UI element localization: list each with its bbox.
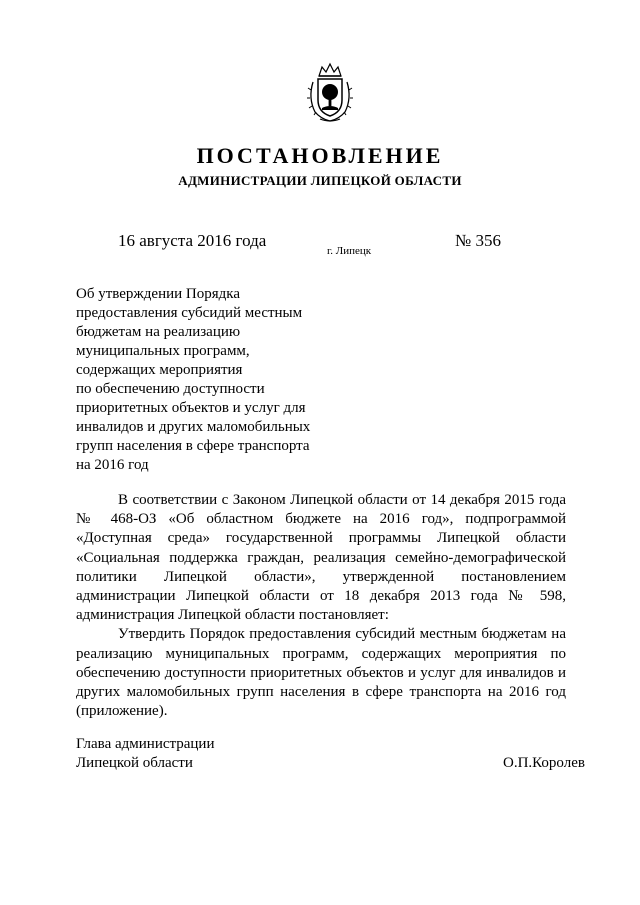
document-number: № 356 bbox=[455, 231, 501, 250]
signatory-position-line: Глава администрации bbox=[76, 736, 215, 752]
signatory-name: О.П.Королев bbox=[503, 755, 585, 771]
subject-line: на 2016 год bbox=[76, 457, 149, 473]
issuing-authority: АДМИНИСТРАЦИИ ЛИПЕЦКОЙ ОБЛАСТИ bbox=[178, 173, 462, 188]
subject-line: Об утверждении Порядка bbox=[76, 286, 240, 302]
subject-line: групп населения в сфере транспорта bbox=[76, 438, 310, 454]
subject-line: предоставления субсидий местным bbox=[76, 305, 303, 321]
subject-line: муниципальных программ, bbox=[76, 343, 250, 359]
subject-line: инвалидов и других маломобильных bbox=[76, 419, 311, 435]
subject-line: содержащих мероприятия bbox=[76, 362, 243, 378]
lipetsk-region-coat-of-arms-icon bbox=[305, 62, 355, 124]
body-paragraph: В соответствии с Законом Липецкой области от 14 декабря 2015 года № 468-ОЗ «Об областном бюджете на 2016 год», подпрограммой «Доступная среда» государственной программы Липецкой области «Социальная поддержка граждан, реализация семейно-демографической политики Липецкой области», утвержденной постановлением администрации Липецкой области от 18 декабря 2013 года № 598, администрация Липецкой области постановляет: bbox=[76, 492, 566, 624]
subject-line: бюджетам на реализацию bbox=[76, 324, 241, 340]
document-body bbox=[76, 491, 566, 721]
document-date: 16 августа 2016 года bbox=[118, 231, 267, 250]
subject-line: по обеспечению доступности bbox=[76, 381, 265, 397]
body-paragraph: Утвердить Порядок предоставления субсидий местным бюджетам на реализацию муниципальных программ, содержащих мероприятия по обеспечению доступности приоритетных объектов и услуг для инвалидов и других маломобильных групп населения в сфере транспорта на 2016 год (приложение). bbox=[76, 626, 566, 720]
document-city: г. Липецк bbox=[327, 245, 372, 257]
document-subject bbox=[76, 285, 336, 475]
signatory-position bbox=[76, 735, 214, 773]
subject-line: приоритетных объектов и услуг для bbox=[76, 400, 306, 416]
signatory-position-line: Липецкой области bbox=[76, 755, 193, 771]
document-title: ПОСТАНОВЛЕНИЕ bbox=[196, 143, 444, 168]
